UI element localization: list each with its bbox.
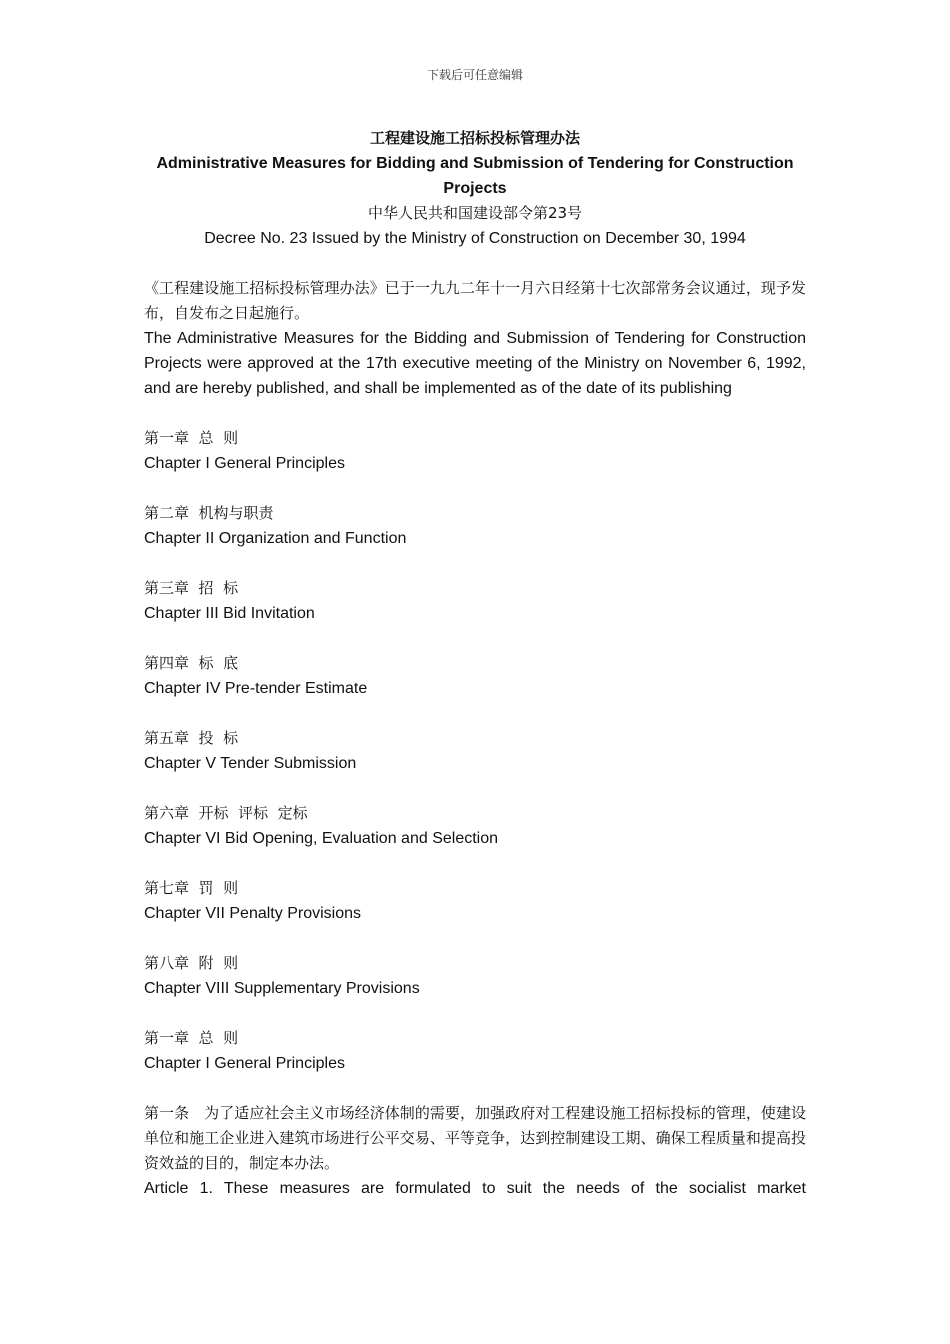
- article-1-cn: 第一条 为了适应社会主义市场经济体制的需要，加强政府对工程建设施工招标投标的管理，使建设单位和施工企业进入建筑市场进行公平交易、平等竞争，达到控制建设工期、确保工程质量和提高投资效益的目的，制定本办法。: [144, 1104, 806, 1172]
- toc-item-cn: 第四章 标 底: [144, 654, 239, 672]
- chapter-heading-en: Chapter I General Principles: [144, 1055, 345, 1072]
- intro-cn: 《工程建设施工招标投标管理办法》已于一九九二年十一月六日经第十七次部常务会议通过，现予发布，自发布之日起施行。: [144, 279, 806, 322]
- toc-item: [144, 951, 806, 1001]
- toc-item-en: Chapter II Organization and Function: [144, 530, 407, 547]
- toc-item: [144, 726, 806, 776]
- title-cn: 工程建设施工招标投标管理办法: [369, 129, 580, 147]
- article-1-en: Article 1. These measures are formulated to suit the needs of the socialist market: [144, 1180, 806, 1197]
- toc-item-cn: 第一章 总 则: [144, 429, 239, 447]
- toc-item-cn: 第六章 开标 评标 定标: [144, 804, 308, 822]
- toc-item-en: Chapter I General Principles: [144, 455, 345, 472]
- document-body: [144, 276, 806, 1201]
- chapter-heading-cn: 第一章 总 则: [144, 1029, 239, 1047]
- toc-item-en: Chapter IV Pre-tender Estimate: [144, 680, 368, 697]
- toc-item-en: Chapter III Bid Invitation: [144, 605, 315, 622]
- toc-item-en: Chapter V Tender Submission: [144, 755, 357, 772]
- intro-en: The Administrative Measures for the Bidding and Submission of Tendering for Construction Projects were approved at the 17th executive meeting of the Ministry on November 6, 1992, and are hereby published, and shall be implemented as of the date of its publishing: [144, 330, 806, 397]
- toc-item: [144, 876, 806, 926]
- toc-item-en: Chapter VIII Supplementary Provisions: [144, 980, 420, 997]
- toc-item: [144, 576, 806, 626]
- toc-item-cn: 第二章 机构与职责: [144, 504, 274, 522]
- header-note: 下载后可任意编辑: [426, 68, 523, 82]
- chapter-heading: [144, 1026, 806, 1076]
- toc-item-cn: 第七章 罚 则: [144, 879, 239, 897]
- decree-cn: 中华人民共和国建设部令第23号: [367, 204, 583, 222]
- toc-item-en: Chapter VI Bid Opening, Evaluation and Selection: [144, 830, 499, 847]
- toc-item-cn: 第八章 附 则: [144, 954, 239, 972]
- toc-item-en: Chapter VII Penalty Provisions: [144, 905, 361, 922]
- toc-item-cn: 第五章 投 标: [144, 729, 239, 747]
- toc-item: [144, 426, 806, 476]
- toc-item-cn: 第三章 招 标: [144, 579, 239, 597]
- title-en: Administrative Measures for Bidding and Submission of Tendering for Construction Projects: [156, 155, 794, 197]
- toc-item: [144, 501, 806, 551]
- toc-item: [144, 801, 806, 851]
- toc-item: [144, 651, 806, 701]
- title-block: [144, 126, 806, 251]
- decree-en: Decree No. 23 Issued by the Ministry of Construction on December 30, 1994: [204, 230, 746, 247]
